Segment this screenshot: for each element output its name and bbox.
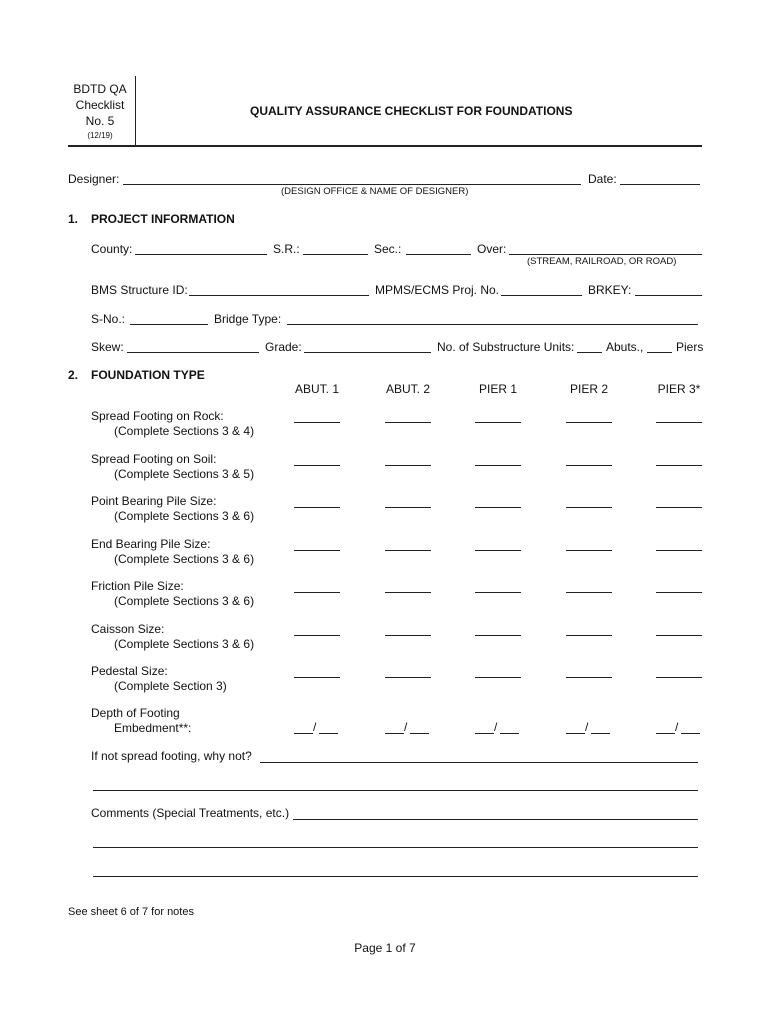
depth-field-inches[interactable] bbox=[319, 733, 338, 734]
piers-label: Piers bbox=[676, 340, 704, 354]
doc-id-line: Checklist bbox=[75, 98, 125, 112]
sec-label: Sec.: bbox=[374, 242, 402, 256]
section-2-title: FOUNDATION TYPE bbox=[91, 368, 205, 382]
over-label: Over: bbox=[477, 242, 507, 256]
comments-field[interactable] bbox=[293, 819, 698, 820]
row-sublabel: (Complete Sections 3 & 6) bbox=[114, 594, 255, 608]
foundation-entry-field[interactable] bbox=[656, 592, 702, 593]
row-sublabel: (Complete Sections 3 & 5) bbox=[114, 467, 255, 481]
revision: (12/19) bbox=[87, 131, 113, 140]
depth-field-inches[interactable] bbox=[500, 733, 519, 734]
depth-field-inches[interactable] bbox=[681, 733, 700, 734]
footer-note: See sheet 6 of 7 for notes bbox=[68, 906, 194, 918]
sr-label: S.R.: bbox=[273, 242, 300, 256]
sr-field[interactable] bbox=[303, 254, 368, 255]
row-sublabel: (Complete Section 3) bbox=[114, 679, 227, 693]
column-header: PIER 1 bbox=[478, 382, 517, 396]
section-1-title: PROJECT INFORMATION bbox=[91, 212, 235, 226]
abuts-count-field[interactable] bbox=[577, 352, 602, 353]
foundation-entry-field[interactable] bbox=[294, 592, 340, 593]
foundation-entry-field[interactable] bbox=[656, 465, 702, 466]
foundation-entry-field[interactable] bbox=[385, 507, 431, 508]
date-label: Date: bbox=[588, 172, 617, 186]
foundation-entry-field[interactable] bbox=[475, 635, 521, 636]
sno-label: S-No.: bbox=[91, 312, 126, 326]
grade-label: Grade: bbox=[265, 340, 302, 354]
bridge-type-label: Bridge Type: bbox=[214, 312, 282, 326]
foundation-entry-field[interactable] bbox=[566, 422, 612, 423]
foundation-entry-field[interactable] bbox=[475, 592, 521, 593]
foundation-entry-field[interactable] bbox=[294, 677, 340, 678]
foundation-entry-field[interactable] bbox=[656, 550, 702, 551]
depth-separator: / bbox=[585, 720, 589, 734]
piers-count-field[interactable] bbox=[647, 352, 672, 353]
bridge-type-field[interactable] bbox=[287, 324, 698, 325]
over-note: (STREAM, RAILROAD, OR ROAD) bbox=[527, 256, 677, 267]
foundation-entry-field[interactable] bbox=[566, 507, 612, 508]
substructure-label: No. of Substructure Units: bbox=[437, 340, 575, 354]
over-field[interactable] bbox=[509, 254, 702, 255]
foundation-entry-field[interactable] bbox=[566, 635, 612, 636]
foundation-entry-field[interactable] bbox=[294, 550, 340, 551]
foundation-entry-field[interactable] bbox=[385, 550, 431, 551]
foundation-entry-field[interactable] bbox=[294, 465, 340, 466]
designer-note: (DESIGN OFFICE & NAME OF DESIGNER) bbox=[281, 186, 469, 197]
row-label: Depth of Footing bbox=[91, 706, 180, 720]
foundation-entry-field[interactable] bbox=[656, 422, 702, 423]
foundation-entry-field[interactable] bbox=[566, 550, 612, 551]
row-label: Spread Footing on Soil: bbox=[91, 452, 217, 466]
depth-field-feet[interactable] bbox=[656, 733, 675, 734]
brkey-field[interactable] bbox=[635, 295, 702, 296]
abuts-label: Abuts., bbox=[606, 340, 644, 354]
depth-separator: / bbox=[494, 720, 498, 734]
foundation-entry-field[interactable] bbox=[475, 507, 521, 508]
foundation-entry-field[interactable] bbox=[475, 550, 521, 551]
foundation-entry-field[interactable] bbox=[385, 592, 431, 593]
row-sublabel: (Complete Sections 3 & 4) bbox=[114, 424, 255, 438]
date-field[interactable] bbox=[620, 184, 700, 185]
foundation-entry-field[interactable] bbox=[294, 635, 340, 636]
skew-field[interactable] bbox=[127, 352, 259, 353]
foundation-entry-field[interactable] bbox=[385, 422, 431, 423]
foundation-entry-field[interactable] bbox=[566, 677, 612, 678]
comments-field-line-3[interactable] bbox=[93, 876, 698, 877]
header-divider bbox=[135, 76, 136, 146]
depth-field-inches[interactable] bbox=[591, 733, 610, 734]
comments-field-line-2[interactable] bbox=[93, 847, 698, 848]
depth-separator: / bbox=[404, 720, 408, 734]
row-label: Point Bearing Pile Size: bbox=[91, 494, 217, 508]
comments-label: Comments (Special Treatments, etc.) bbox=[91, 806, 290, 820]
foundation-entry-field[interactable] bbox=[475, 677, 521, 678]
row-sublabel: (Complete Sections 3 & 6) bbox=[114, 552, 255, 566]
row-label: Spread Footing on Rock: bbox=[91, 409, 224, 423]
designer-field[interactable] bbox=[123, 184, 581, 185]
why-not-label: If not spread footing, why not? bbox=[91, 749, 252, 763]
section-1-number: 1. bbox=[68, 212, 79, 226]
mpms-field[interactable] bbox=[501, 295, 582, 296]
skew-label: Skew: bbox=[91, 340, 124, 354]
why-not-field-line-2[interactable] bbox=[93, 790, 698, 791]
doc-id-line: No. 5 bbox=[85, 114, 115, 128]
column-header: ABUT. 1 bbox=[294, 382, 339, 396]
foundation-entry-field[interactable] bbox=[475, 465, 521, 466]
sec-field[interactable] bbox=[406, 254, 471, 255]
row-sublabel: (Complete Sections 3 & 6) bbox=[114, 637, 255, 651]
bms-field[interactable] bbox=[189, 295, 369, 296]
foundation-entry-field[interactable] bbox=[385, 677, 431, 678]
page-number: Page 1 of 7 bbox=[354, 941, 416, 955]
county-label: County: bbox=[91, 242, 133, 256]
foundation-entry-field[interactable] bbox=[656, 677, 702, 678]
designer-label: Designer: bbox=[68, 172, 120, 186]
depth-field-feet[interactable] bbox=[475, 733, 494, 734]
section-2-number: 2. bbox=[68, 368, 79, 382]
depth-field-feet[interactable] bbox=[385, 733, 404, 734]
foundation-entry-field[interactable] bbox=[566, 592, 612, 593]
depth-field-feet[interactable] bbox=[566, 733, 585, 734]
why-not-field[interactable] bbox=[260, 762, 698, 763]
grade-field[interactable] bbox=[304, 352, 431, 353]
mpms-label: MPMS/ECMS Proj. No. bbox=[375, 283, 500, 297]
foundation-entry-field[interactable] bbox=[656, 635, 702, 636]
column-header: PIER 2 bbox=[569, 382, 608, 396]
foundation-entry-field[interactable] bbox=[566, 465, 612, 466]
depth-separator: / bbox=[313, 720, 317, 734]
sno-field[interactable] bbox=[130, 324, 208, 325]
county-field[interactable] bbox=[135, 254, 267, 255]
page-title: QUALITY ASSURANCE CHECKLIST FOR FOUNDATIONS bbox=[250, 104, 573, 118]
depth-field-inches[interactable] bbox=[410, 733, 429, 734]
foundation-entry-field[interactable] bbox=[475, 422, 521, 423]
brkey-label: BRKEY: bbox=[588, 283, 632, 297]
foundation-entry-field[interactable] bbox=[294, 422, 340, 423]
row-label: Caisson Size: bbox=[91, 622, 165, 636]
foundation-entry-field[interactable] bbox=[656, 507, 702, 508]
row-sublabel: (Complete Sections 3 & 6) bbox=[114, 509, 255, 523]
depth-separator: / bbox=[675, 720, 679, 734]
column-header: PIER 3* bbox=[657, 382, 701, 396]
column-header: ABUT. 2 bbox=[385, 382, 430, 396]
foundation-entry-field[interactable] bbox=[385, 465, 431, 466]
doc-id bbox=[64, 81, 136, 143]
row-sublabel: Embedment**: bbox=[114, 721, 192, 735]
bms-label: BMS Structure ID: bbox=[91, 283, 188, 297]
row-label: End Bearing Pile Size: bbox=[91, 537, 211, 551]
doc-id-line: BDTD QA bbox=[73, 82, 127, 96]
depth-field-feet[interactable] bbox=[294, 733, 313, 734]
header-rule bbox=[68, 145, 702, 147]
row-label: Pedestal Size: bbox=[91, 664, 168, 678]
foundation-entry-field[interactable] bbox=[385, 635, 431, 636]
foundation-entry-field[interactable] bbox=[294, 507, 340, 508]
row-label: Friction Pile Size: bbox=[91, 579, 184, 593]
